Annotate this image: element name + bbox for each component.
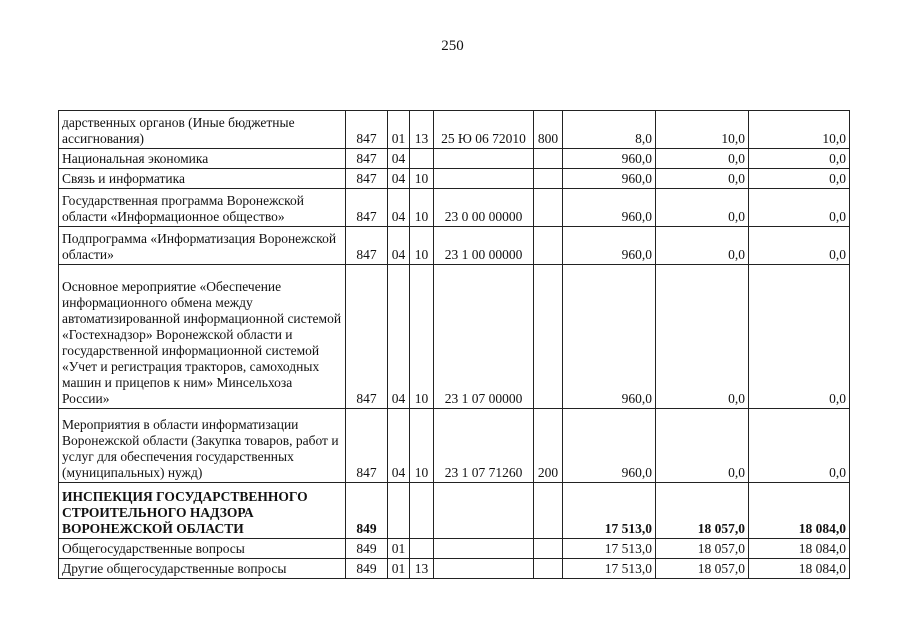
cell-ved: 847 — [346, 227, 388, 265]
table-row — [59, 539, 850, 559]
cell-ved: 847 — [346, 265, 388, 409]
cell-rz: 04 — [388, 169, 410, 189]
cell-year-2: 0,0 — [656, 189, 749, 227]
cell-pr: 10 — [410, 227, 434, 265]
table-row-section-header — [59, 483, 850, 539]
cell-vr — [534, 539, 563, 559]
cell-year-2: 0,0 — [656, 265, 749, 409]
cell-rz: 04 — [388, 149, 410, 169]
cell-year-1: 960,0 — [563, 169, 656, 189]
cell-ved: 847 — [346, 169, 388, 189]
cell-year-2: 0,0 — [656, 409, 749, 483]
row-name: ИНСПЕКЦИЯ ГОСУДАРСТВЕННОГО СТРОИТЕЛЬНОГО НАДЗОРА ВОРОНЕЖСКОЙ ОБЛАСТИ — [59, 483, 346, 539]
row-name: Национальная экономика — [59, 149, 346, 169]
table-row — [59, 111, 850, 149]
cell-year-2: 0,0 — [656, 169, 749, 189]
cell-vr — [534, 149, 563, 169]
row-name: Общегосударственные вопросы — [59, 539, 346, 559]
cell-year-1: 17 513,0 — [563, 539, 656, 559]
row-name: дарственных органов (Иные бюджетные ассигнования) — [59, 111, 346, 149]
cell-ved: 849 — [346, 539, 388, 559]
budget-table — [58, 110, 850, 579]
cell-vr — [534, 559, 563, 579]
cell-ved: 847 — [346, 149, 388, 169]
cell-rz: 04 — [388, 227, 410, 265]
cell-year-1: 8,0 — [563, 111, 656, 149]
table-row — [59, 559, 850, 579]
cell-year-1: 960,0 — [563, 149, 656, 169]
cell-year-1: 17 513,0 — [563, 483, 656, 539]
cell-rz: 01 — [388, 559, 410, 579]
cell-csr — [434, 149, 534, 169]
cell-year-3: 0,0 — [749, 265, 850, 409]
cell-pr — [410, 483, 434, 539]
cell-csr: 23 1 00 00000 — [434, 227, 534, 265]
cell-vr — [534, 189, 563, 227]
cell-year-1: 17 513,0 — [563, 559, 656, 579]
cell-year-3: 10,0 — [749, 111, 850, 149]
table-row — [59, 149, 850, 169]
cell-pr — [410, 539, 434, 559]
cell-vr — [534, 169, 563, 189]
cell-csr — [434, 483, 534, 539]
cell-pr: 13 — [410, 111, 434, 149]
cell-year-3: 0,0 — [749, 189, 850, 227]
cell-rz — [388, 483, 410, 539]
cell-rz: 04 — [388, 189, 410, 227]
cell-vr: 200 — [534, 409, 563, 483]
cell-rz: 01 — [388, 111, 410, 149]
table-row — [59, 169, 850, 189]
cell-year-1: 960,0 — [563, 409, 656, 483]
cell-csr — [434, 559, 534, 579]
cell-vr: 800 — [534, 111, 563, 149]
cell-vr — [534, 483, 563, 539]
table-row — [59, 227, 850, 265]
cell-year-1: 960,0 — [563, 227, 656, 265]
cell-ved: 847 — [346, 111, 388, 149]
cell-year-3: 18 084,0 — [749, 483, 850, 539]
row-name: Мероприятия в области информатизации Воронежской области (Закупка товаров, работ и услуг для обеспечения государственных (муниципальных) нужд) — [59, 409, 346, 483]
row-name: Связь и информатика — [59, 169, 346, 189]
cell-csr: 23 1 07 71260 — [434, 409, 534, 483]
cell-pr: 10 — [410, 265, 434, 409]
cell-pr: 10 — [410, 409, 434, 483]
page-number: 250 — [441, 38, 464, 54]
cell-csr — [434, 169, 534, 189]
cell-year-2: 18 057,0 — [656, 539, 749, 559]
cell-year-1: 960,0 — [563, 189, 656, 227]
table-row — [59, 265, 850, 409]
row-name: Государственная программа Воронежской области «Информационное общество» — [59, 189, 346, 227]
row-name: Подпрограмма «Информатизация Воронежской области» — [59, 227, 346, 265]
table-row — [59, 409, 850, 483]
table-row — [59, 189, 850, 227]
row-name: Другие общегосударственные вопросы — [59, 559, 346, 579]
cell-year-3: 0,0 — [749, 227, 850, 265]
cell-year-3: 18 084,0 — [749, 559, 850, 579]
cell-year-3: 18 084,0 — [749, 539, 850, 559]
cell-year-1: 960,0 — [563, 265, 656, 409]
cell-vr — [534, 265, 563, 409]
cell-year-2: 0,0 — [656, 227, 749, 265]
cell-rz: 04 — [388, 265, 410, 409]
cell-vr — [534, 227, 563, 265]
cell-rz: 01 — [388, 539, 410, 559]
cell-year-2: 18 057,0 — [656, 559, 749, 579]
cell-csr: 25 Ю 06 72010 — [434, 111, 534, 149]
cell-year-3: 0,0 — [749, 149, 850, 169]
cell-year-2: 0,0 — [656, 149, 749, 169]
cell-ved: 849 — [346, 483, 388, 539]
cell-ved: 847 — [346, 189, 388, 227]
cell-rz: 04 — [388, 409, 410, 483]
cell-year-2: 10,0 — [656, 111, 749, 149]
cell-year-2: 18 057,0 — [656, 483, 749, 539]
cell-pr: 10 — [410, 169, 434, 189]
cell-ved: 847 — [346, 409, 388, 483]
row-name: Основное мероприятие «Обеспечение информационного обмена между автоматизированной информационной системой «Гостехнадзор» Воронежской области и государственной информационной системой «Учет и регистрация тракторов, самоходных машин и прицепов к ним» Минсельхоза России» — [59, 265, 346, 409]
cell-pr — [410, 149, 434, 169]
cell-pr: 10 — [410, 189, 434, 227]
cell-csr — [434, 539, 534, 559]
cell-csr: 23 0 00 00000 — [434, 189, 534, 227]
cell-year-3: 0,0 — [749, 169, 850, 189]
cell-year-3: 0,0 — [749, 409, 850, 483]
cell-pr: 13 — [410, 559, 434, 579]
cell-csr: 23 1 07 00000 — [434, 265, 534, 409]
cell-ved: 849 — [346, 559, 388, 579]
